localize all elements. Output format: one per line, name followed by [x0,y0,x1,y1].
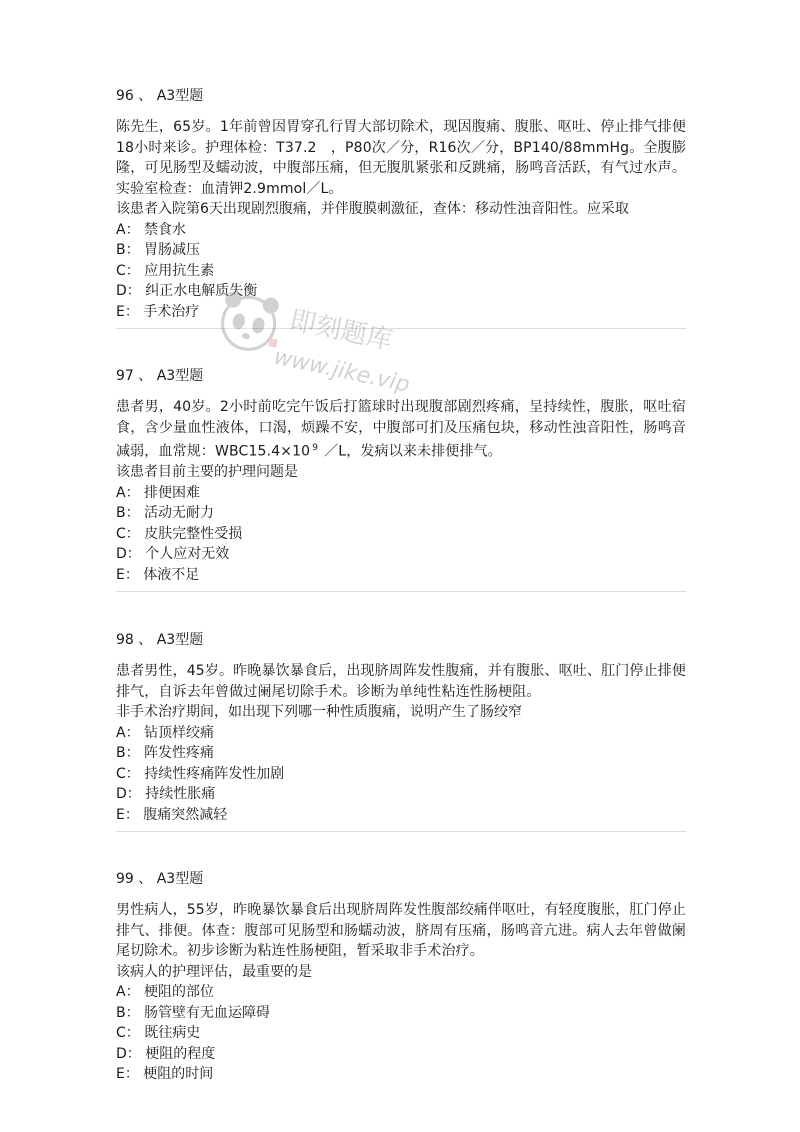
question-99 [116,869,686,1085]
question-stem: 患者男性，45岁。昨晚暴饮暴食后，出现脐周阵发性腹痛，并有腹胀、呕吐、肛门停止排便排气，自诉去年曾做过阑尾切除手术。诊断为单纯性粘连性肠梗阻。 [116,663,686,700]
question-header: 97 、 A3型题 [116,368,204,384]
option-b[interactable]: B： 阵发性疼痛 [116,745,215,761]
question-prompt: 非手术治疗期间，如出现下列哪一种性质腹痛，说明产生了肠绞窄 [116,704,522,720]
option-list [116,483,686,586]
svg-text:即刻题库: 即刻题库 [287,305,396,357]
option-e[interactable]: E： 梗阻的时间 [116,1066,214,1082]
option-a[interactable]: A： 排便困难 [116,484,201,501]
option-a[interactable]: A： 钻顶样绞痛 [116,724,215,741]
option-d[interactable]: D： 个人应对无效 [116,546,230,563]
question-divider [116,831,686,832]
question-prompt: 该患者入院第6天出现剧烈腹痛，并伴腹膜刺激征，查体：移动性浊音阳性。应采取 [116,201,629,217]
question-divider [116,328,686,329]
svg-text:www.jike.vip: www.jike.vip [271,344,412,398]
question-96 [116,86,686,322]
option-c[interactable]: C： 应用抗生素 [116,262,215,279]
question-stem: 陈先生，65岁。1年前曾因胃穿孔行胃大部切除术，现因腹痛、腹胀、呕吐、停止排气排便18小时来诊。护理体检：T37.2 ，P80次／分，R16次／分，BP140/88mmHg。全腹膨隆，可见肠型及蠕动波，中腹部压痛，但无腹肌紧张和反跳痛，肠鸣音活跃，有气过水声。实验室检查：血清钾2.9mmol／L。 [116,119,686,197]
question-97 [116,366,686,585]
option-a[interactable]: A： 禁食水 [116,221,187,238]
option-c[interactable]: C： 既往病史 [116,1025,201,1041]
question-prompt: 该病人的护理评估，最重要的是 [116,963,312,980]
option-c[interactable]: C： 皮肤完整性受损 [116,525,243,542]
option-b[interactable]: B： 胃肠减压 [116,242,201,258]
question-stem [116,397,686,462]
question-header: 99 、 A3型题 [116,871,204,887]
question-prompt: 该患者目前主要的护理问题是 [116,464,298,481]
question-stem-text: 患者男，40岁。2小时前吃完午饭后打篮球时出现腹部剧烈疼痛，呈持续性，腹胀，呕吐宿食，含少量血性液体，口渴，烦躁不安，中腹部可扪及压痛包块，移动性浊音阳性，肠鸣音减弱，血常规：WBC15.4×10 [116,399,686,460]
option-e[interactable]: E： 体液不足 [116,566,200,583]
option-b[interactable]: B： 肠管壁有无血运障碍 [116,1004,271,1021]
superscript-exponent: 9 [312,443,319,453]
question-header: 96 、 A3型题 [116,88,204,104]
question-stem: 男性病人，55岁，昨晚暴饮暴食后出现脐周阵发性腹部绞痛伴呕吐，有轻度腹胀，肛门停止排气、排便。体查：腹部可见肠型和肠蠕动波，脐周有压痛，肠鸣音亢进。病人去年曾做阑尾切除术。初步诊断为粘连性肠梗阻，暂采取非手术治疗。 [116,902,686,959]
option-list [116,982,686,1085]
option-e[interactable]: E： 腹痛突然减轻 [116,806,228,823]
question-divider [116,591,686,592]
option-d[interactable]: D： 梗阻的程度 [116,1045,216,1062]
option-a[interactable]: A： 梗阻的部位 [116,984,215,1000]
option-b[interactable]: B： 活动无耐力 [116,505,215,522]
question-stem-text-end: ／L，发病以来未排便排气。 [324,443,502,460]
option-e[interactable]: E： 手术治疗 [116,303,200,320]
option-list [116,723,686,826]
option-d[interactable]: D： 持续性胀痛 [116,786,216,802]
question-98 [116,630,686,825]
option-c[interactable]: C： 持续性疼痛阵发性加剧 [116,765,285,782]
question-header: 98 、 A3型题 [116,632,204,648]
option-list [116,220,686,323]
option-d[interactable]: D： 纠正水电解质失衡 [116,283,258,299]
